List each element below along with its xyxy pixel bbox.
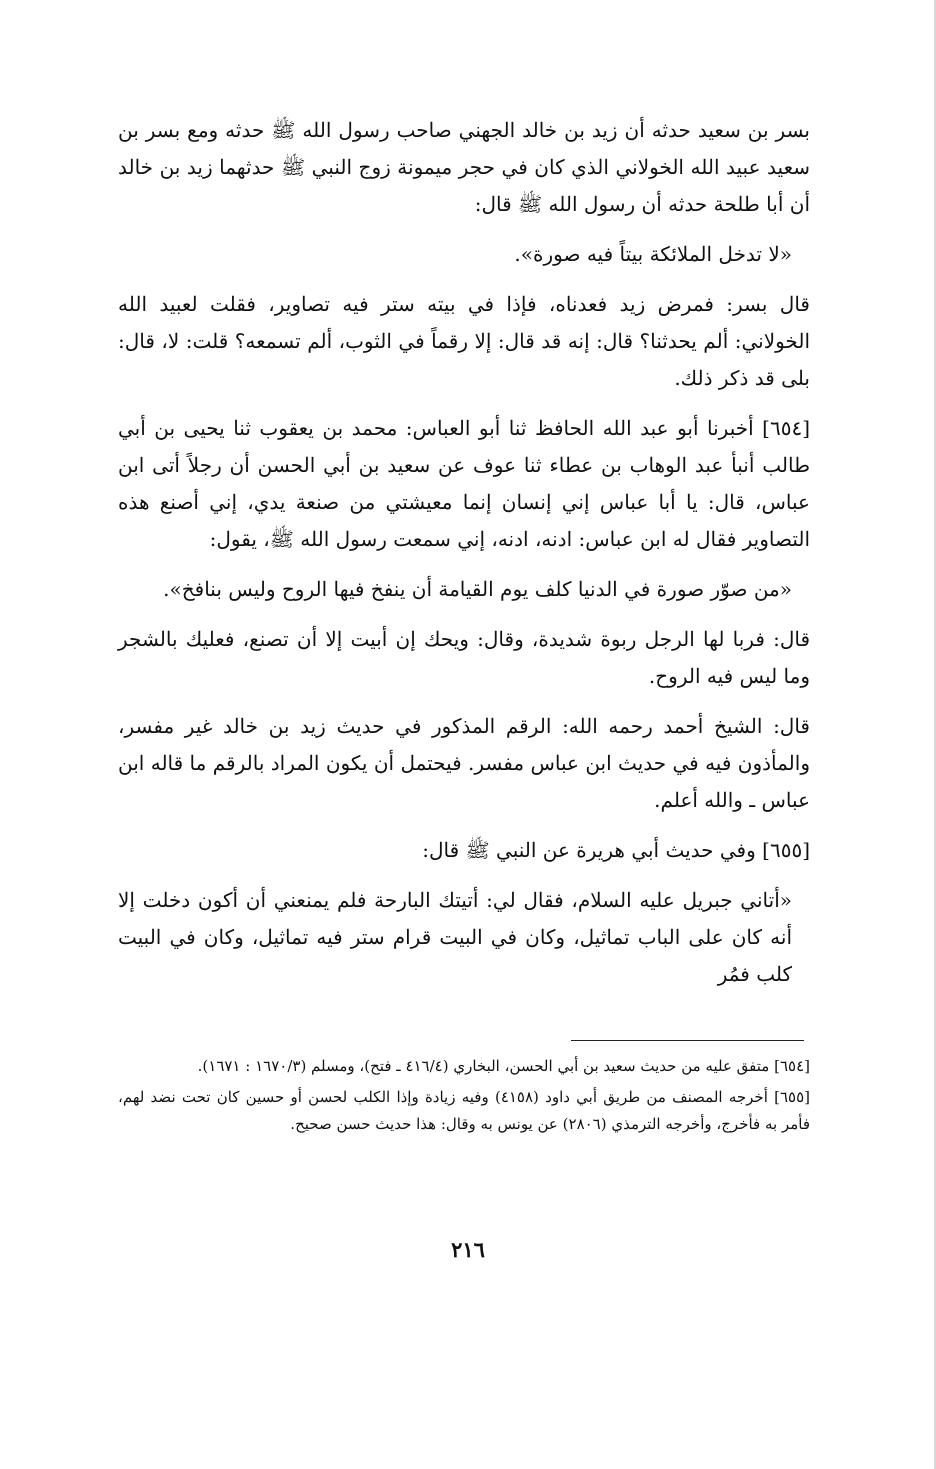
paragraph-hadith-quote: «لا تدخل الملائكة بيتاً فيه صورة». (514, 242, 792, 266)
paragraph-hadith-655: [٦٥٥] وفي حديث أبي هريرة عن النبي ﷺ قال: (422, 838, 810, 862)
paragraph-hadith-654: [٦٥٤] أخبرنا أبو عبد الله الحافظ ثنا أبو العباس: محمد بن يعقوب ثنا يحيى بن أبي طالب أنبأ عبد الوهاب بن عطاء ثنا عوف عن سعيد بن أبي الحسن أن رجلاً أتى ابن عباس، قال: يا أبا عباس إني إنسان إنما معيشتي من صنعة يدي، إني أصنع هذه التصاوير فقال له ابن عباس: ادنه، ادنه، إني سمعت رسول الله ﷺ، يقول: (118, 416, 810, 551)
page-number: ٢١٦ (451, 1237, 485, 1262)
paragraph-busr-narration: قال بسر: فمرض زيد فعدناه، فإذا في بيته ستر فيه تصاوير، فقلت لعبيد الله الخولاني: ألم يحدثنا؟ قال: إنه قد قال: إلا رقماً في الثوب، ألم تسمعه؟ قلت: لا، قال: بلى قد ذكر ذلك. (118, 292, 810, 390)
main-text (118, 112, 810, 1006)
footnote-divider (571, 1040, 804, 1041)
paragraph-isnad-continuation: بسر بن سعيد حدثه أن زيد بن خالد الجهني صاحب رسول الله ﷺ حدثه ومع بسر بن سعيد عبيد الله الخولاني الذي كان في حجر ميمونة زوج النبي ﷺ حدثهما زيد بن خالد أن أبا طلحة حدثه أن رسول الله ﷺ قال: (118, 118, 810, 216)
paragraph-ibn-abbas-reply: قال: فربا لها الرجل ربوة شديدة، وقال: ويحك إن أبيت إلا أن تصنع، فعليك بالشجر وما ليس فيه الروح. (118, 627, 810, 688)
footnotes (118, 1053, 810, 1142)
paragraph-sheikh-comment: قال: الشيخ أحمد رحمه الله: الرقم المذكور في حديث زيد بن خالد غير مفسر، والمأذون فيه في حديث ابن عباس مفسر. فيحتمل أن يكون المراد بالرقم ما قاله ابن عباس ـ والله أعلم. (118, 714, 810, 812)
footnote-655: [٦٥٥] أخرجه المصنف من طريق أبي داود (٤١٥٨) وفيه زيادة وإذا الكلب لحسن أو حسين كان تحت نضد لهم، فأمر به فأخرج، وأخرجه الترمذي (٢٨٠٦) عن يونس به وقال: هذا حديث حسن صحيح. (118, 1088, 810, 1133)
paragraph-hadith-654-quote: «من صوّر صورة في الدنيا كلف يوم القيامة أن ينفخ فيها الروح وليس بنافخ». (163, 577, 792, 601)
paragraph-hadith-655-quote: «أتاني جبريل عليه السلام، فقال لي: أتيتك البارحة فلم يمنعني أن أكون دخلت إلا أنه كان على الباب تماثيل، وكان في البيت قرام ستر فيه تماثيل، وكان في البيت كلب فمُر (118, 888, 792, 986)
footnote-654: [٦٥٤] متفق عليه من حديث سعيد بن أبي الحسن، البخاري (٤١٦/٤ ـ فتح)، ومسلم (١٦٧٠/٣ : ١٦٧١). (197, 1057, 810, 1075)
